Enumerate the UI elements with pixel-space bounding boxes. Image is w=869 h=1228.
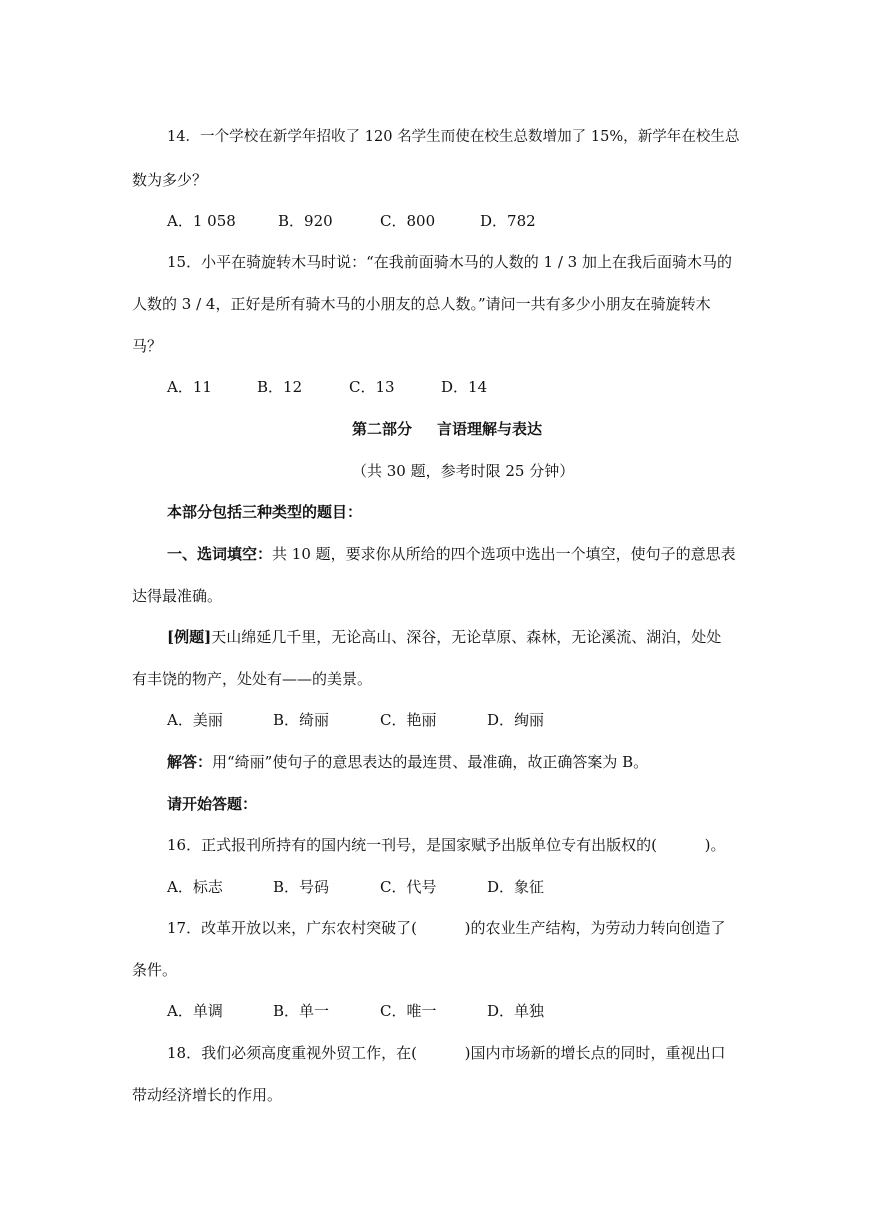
section-intro: 本部分包括三种类型的题目： <box>167 503 363 521</box>
option-d: D．象征 <box>487 878 545 896</box>
example-text: 天山绵延几千里，无论高山、深谷，无论草原、森林，无论溪流、湖泊，处处 <box>211 628 722 646</box>
option-a: A．标志 <box>167 878 223 896</box>
option-d: D．782 <box>480 212 536 230</box>
option-c: C．唯一 <box>380 1002 437 1020</box>
question-15-line-2: 人数的 3 / 4，正好是所有骑木马的小朋友的总人数。”请问一共有多少小朋友在骑旋转木 <box>132 295 711 313</box>
option-c: C．800 <box>380 212 436 230</box>
start-prompt: 请开始答题： <box>167 795 258 813</box>
answer-label: 解答： <box>167 753 213 771</box>
question-16-line-1: 16．正式报刊所持有的国内统一刊号，是国家赋予出版单位专有出版权的( )。 <box>167 836 726 854</box>
option-b: B．绮丽 <box>273 711 330 729</box>
option-b: B．12 <box>257 378 303 396</box>
option-c: C．代号 <box>380 878 437 896</box>
option-a: A．单调 <box>167 1002 223 1020</box>
option-a: A．美丽 <box>167 711 223 729</box>
section-title-name: 言语理解与表达 <box>437 420 543 438</box>
question-18-line-1: 18．我们必须高度重视外贸工作，在( )国内市场新的增长点的同时，重视出口 <box>167 1044 726 1062</box>
example-label: [例题] <box>167 628 212 646</box>
option-d: D．14 <box>441 378 488 396</box>
section-title-part: 第二部分 <box>352 420 413 438</box>
question-14-line-1: 14．一个学校在新学年招收了 120 名学生而使在校生总数增加了 15%，新学年在校生总 <box>167 128 740 145</box>
question-17-line-2: 条件。 <box>132 961 178 979</box>
type-1-line-1 <box>167 544 736 564</box>
example-line-1 <box>167 627 721 647</box>
question-14-line-2: 数为多少？ <box>132 171 208 189</box>
option-a: A．11 <box>167 378 212 396</box>
answer-line <box>167 752 648 772</box>
option-c: C．艳丽 <box>380 711 437 729</box>
type-1-line-2: 达得最准确。 <box>132 587 223 605</box>
option-c: C．13 <box>349 378 395 396</box>
question-15-line-3: 马？ <box>132 337 163 355</box>
question-17-line-1: 17．改革开放以来，广东农村突破了( )的农业生产结构，为劳动力转向创造了 <box>167 919 726 937</box>
answer-text: 用“绮丽”使句子的意思表达的最连贯、最准确，故正确答案为 B。 <box>212 753 649 771</box>
question-18-line-2: 带动经济增长的作用。 <box>132 1086 283 1104</box>
option-a: A．1 058 <box>167 212 236 230</box>
type-1-label: 一、选词填空： <box>167 545 273 563</box>
option-d: D．单独 <box>487 1002 545 1020</box>
option-b: B．号码 <box>273 878 330 896</box>
example-line-2: 有丰饶的物产，处处有——的美景。 <box>132 670 373 688</box>
option-b: B．920 <box>278 212 333 230</box>
question-15-line-1: 15．小平在骑旋转木马时说：“在我前面骑木马的人数的 1 / 3 加上在我后面骑木马的 <box>167 253 732 271</box>
option-b: B．单一 <box>273 1002 330 1020</box>
option-d: D．绚丽 <box>487 711 545 729</box>
section-subtitle: （共 30 题，参考时限 25 分钟） <box>352 462 575 480</box>
type-1-description: 共 10 题，要求你从所给的四个选项中选出一个填空，使句子的意思表 <box>272 545 736 563</box>
